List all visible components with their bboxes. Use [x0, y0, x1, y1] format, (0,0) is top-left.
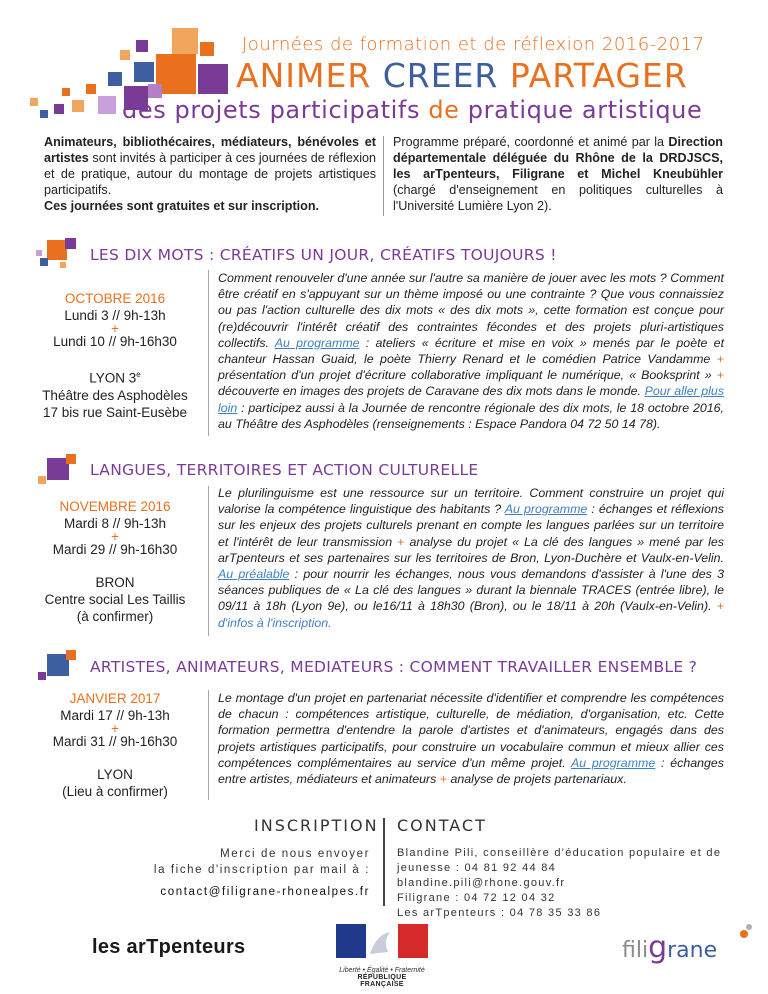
- footer-divider: [383, 818, 385, 906]
- contact-filigrane: Filigrane : 04 72 12 04 32: [397, 892, 556, 904]
- intro-organizers-text1: Programme préparé, coordonné et animé par la: [393, 135, 669, 149]
- section-title-dix-mots: LES DIX MOTS : CRÉATIFS UN JOUR, CRÉATIFS TOUJOURS !: [90, 246, 557, 264]
- link-au-prealable[interactable]: Au préalable: [218, 567, 290, 582]
- plus-sign: +: [111, 321, 119, 336]
- place-venue: (Lieu à confirmer): [62, 784, 168, 799]
- title-word-creer: CREER: [382, 56, 499, 95]
- date-2: Mardi 29 // 9h-16h30: [52, 542, 178, 557]
- place-venue: Centre social Les Taillis: [44, 592, 186, 607]
- section-dates-langues: [30, 498, 200, 625]
- section-body-dix-mots: Comment renouveler d'une année sur l'autre sa manière de jouer avec les mots ? Comment être créatif en s'appuyant sur un thème imposé ou une contrainte ? Que vous connaissiez ou pas l'action culturelle des dix mots « des dix mots », cette formation est conçue pour (re)découvrir l'intérêt créatif des contraintes fécondes et des projets pluri-artistiques collectifs. Au programme : ateliers « écriture et mise en voix » menés par le poète et chanteur Hassan Guaid, le poète Thierry Renard et le comédien Patrice Vandamme + présentation d'un projet d'écriture collaborative impliquant le numérique, « Booksprint » + découverte en images des projets de Caravane des dix mots dans le monde. Pour aller plus loin : participez aussi à la Journée de rencontre régionale des dix mots, le 18 octobre 2016, au Théâtre des Asphodèles (renseignements : Espace Pandora 04 72 50 14 78).: [218, 271, 725, 431]
- link-programme-dix-mots[interactable]: Au programme: [274, 335, 360, 350]
- section-divider-2: [208, 486, 209, 636]
- intro-free-note: Ces journées sont gratuites et sur inscription.: [44, 199, 320, 213]
- section-title-langues: LANGUES, TERRITOIRES ET ACTION CULTURELLE: [90, 461, 479, 479]
- place-city: BRON: [95, 575, 135, 590]
- date-1: Mardi 17 // 9h-13h: [60, 708, 170, 723]
- plus-sign: +: [111, 529, 119, 544]
- plus-sign: +: [111, 721, 119, 736]
- section-divider-1: [208, 270, 209, 436]
- header-tagline: [122, 96, 702, 124]
- section-dates-dix-mots: [30, 290, 200, 421]
- intro-audience: [44, 134, 376, 214]
- intro-audience-bold: Animateurs, bibliothécaires, médiateurs, bénévoles et artistes: [44, 135, 376, 165]
- contact-blandine: Blandine Pili, conseillère d'éducation populaire et de jeunesse : 04 81 92 44 84 blandine.pili@rhone.gouv.fr: [397, 847, 722, 889]
- link-pour-aller-plus-loin[interactable]: Pour aller plus loin: [218, 384, 725, 415]
- contact-artpenteurs: Les arTpenteurs : 04 78 35 33 86: [397, 907, 602, 919]
- infos-inscription-note: d'infos à l'inscription.: [218, 615, 332, 630]
- link-programme-artistes[interactable]: Au programme: [570, 755, 656, 770]
- artpenteurs-logo: les arTpenteurs: [92, 936, 246, 958]
- month-label: NOVEMBRE 2016: [59, 499, 171, 514]
- tagline-part3: pratique artistique: [467, 96, 703, 124]
- place-note: (à confirmer): [76, 609, 154, 624]
- inscription-email-link[interactable]: contact@filigrane-rhonealpes.fr: [160, 886, 370, 898]
- inscription-instructions: Merci de nous envoyer la fiche d'inscription par mail à :: [153, 848, 370, 876]
- intro-organizers-bold: Direction départementale déléguée du Rhône de la DRDJSCS, les arTpenteurs, Filigrane et Michel Kneubühler: [393, 135, 723, 181]
- intro-organizers: [393, 134, 723, 214]
- filigrane-dots-icon: [740, 930, 748, 938]
- intro-organizers-text2: (chargé d'enseignement en politiques culturelles à l'Université Lumière Lyon 2).: [393, 183, 723, 213]
- intro-divider: [383, 136, 384, 216]
- section-dates-artistes: [30, 690, 200, 800]
- rf-motto: Liberté • Égalité • Fraternité: [339, 967, 425, 974]
- header-title: [236, 56, 688, 95]
- place-address: 17 bis rue Saint-Eusèbe: [42, 404, 188, 420]
- section-body-langues: Le plurilinguisme est une ressource sur un territoire. Comment construire un projet qui valorise la compétence linguistique des habitants ? Au programme : échanges et réflexions sur les enjeux des projets culturels prenant en compte les langues parlées sur un territoire et l'intérêt de leur transmission + analyse du projet « La clé des langues » mené par les arTpenteurs et ses partenaires sur les territoires de Bron, Lyon-Duchère et Vaulx-en-Velin. Au préalable : pour nourrir les échanges, nous vous demandons d'assister à l'une des 3 séances publiques de « La clé des langues » durant la biennale TRACES (entrée libre), le 09/11 à 18h (Lyon 9e), ou le16/11 à 18h30 (Bron), ou le 18/11 à 20h (Vaulx-en-Velin). + d'infos à l'inscription.: [218, 486, 725, 630]
- contact-title: CONTACT: [397, 816, 487, 835]
- header-subtitle: Journées de formation et de réflexion 2016-2017: [242, 34, 705, 55]
- date-1: Lundi 3 // 9h-13h: [64, 308, 166, 323]
- contact-details: [397, 846, 727, 921]
- date-2: Mardi 31 // 9h-16h30: [52, 734, 178, 749]
- place-venue: Théâtre des Asphodèles: [42, 387, 188, 403]
- title-word-partager: PARTAGER: [509, 56, 688, 95]
- month-label: JANVIER 2017: [69, 691, 161, 706]
- place-city: LYON: [97, 767, 133, 782]
- inscription-title: INSCRIPTION: [254, 816, 379, 835]
- section-divider-3: [208, 690, 209, 800]
- intro-audience-text: sont invités à participer à ces journées de réflexion et de pratique, autour du montage de projets artistiques participatifs.: [44, 151, 376, 197]
- title-word-animer: ANIMER: [236, 56, 372, 95]
- marianne-flag-icon: [336, 924, 428, 958]
- tagline-part2: de: [428, 96, 460, 124]
- rf-name: RÉPUBLIQUE FRANÇAISE: [357, 974, 407, 988]
- filigrane-logo: filigrane: [622, 930, 717, 965]
- link-programme-langues[interactable]: Au programme: [504, 502, 588, 517]
- place-city: LYON 3e: [89, 370, 141, 386]
- date-1: Mardi 8 // 9h-13h: [63, 516, 167, 531]
- month-label: OCTOBRE 2016: [64, 291, 166, 306]
- date-2: Lundi 10 // 9h-16h30: [53, 334, 177, 349]
- republique-francaise-logo: [336, 924, 428, 988]
- tagline-part1: des projets participatifs: [122, 96, 421, 124]
- section-body-artistes: Le montage d'un projet en partenariat nécessite d'identifier et comprendre les compétences de chacun : compétences artistique, culturelle, de médiation, d'organisation, etc. Cette formation permettra d'entendre la parole d'artistes et d'animateurs, engagés dans des projets artistiques participatifs, pour construire un vocabulaire commun et mieux allier ces compétences complémentaires au service d'un même projet. Au programme : échanges entre artistes, médiateurs et animateurs + analyse de projets partenariaux.: [218, 691, 724, 787]
- section-title-artistes: ARTISTES, ANIMATEURS, MEDIATEURS : COMMENT TRAVAILLER ENSEMBLE ?: [90, 658, 698, 676]
